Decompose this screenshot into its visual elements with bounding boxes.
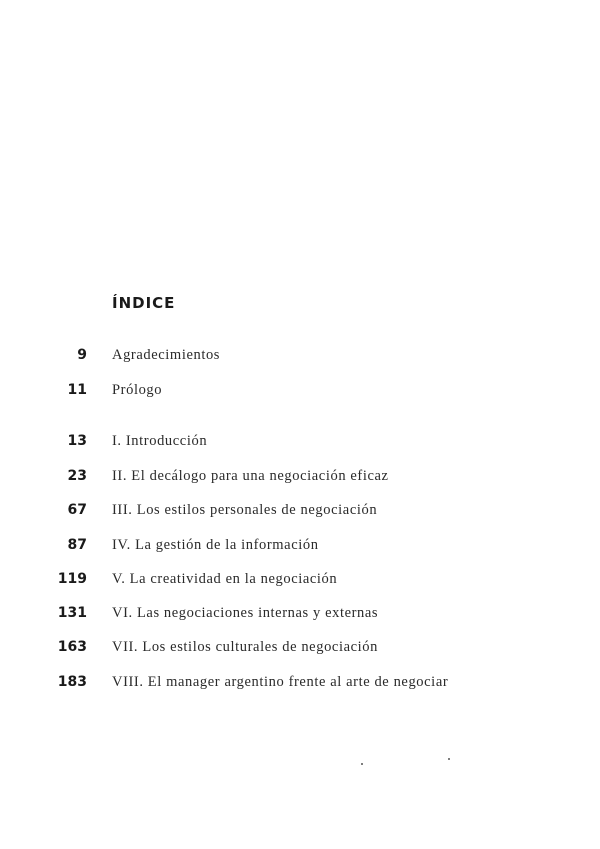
scan-speck — [361, 763, 363, 765]
toc-entry-title: II. El decálogo para una negociación eficaz — [112, 468, 389, 484]
toc-entry — [0, 674, 600, 694]
toc-page-number: 183 — [57, 674, 87, 690]
toc-page-number: 119 — [57, 571, 87, 587]
toc-page-number: 67 — [67, 502, 87, 518]
toc-page-number: 23 — [67, 468, 87, 484]
toc-entry-title: Agradecimientos — [112, 347, 221, 363]
toc-entry-title: VI. Las negociaciones internas y externas — [112, 605, 379, 621]
toc-entry — [0, 639, 600, 659]
toc-entry — [0, 468, 600, 488]
toc-entry-title: V. La creatividad en la negociación — [112, 571, 338, 587]
toc-entry-title: I. Introducción — [112, 433, 208, 449]
toc-entry-title: Prólogo — [112, 382, 163, 398]
toc-entry — [0, 537, 600, 557]
toc-entry — [0, 571, 600, 591]
toc-entry — [0, 605, 600, 625]
toc-entry-title: VII. Los estilos culturales de negociación — [112, 639, 378, 655]
toc-entry — [0, 433, 600, 453]
toc-page-number: 87 — [67, 537, 87, 553]
toc-page-number: 131 — [57, 605, 87, 621]
toc-entry — [0, 502, 600, 522]
index-heading: ÍNDICE — [112, 294, 176, 312]
toc-page-number: 13 — [67, 433, 87, 449]
toc-entry-title: III. Los estilos personales de negociación — [112, 502, 378, 518]
toc-entry-title: VIII. El manager argentino frente al arte de negociar — [112, 674, 449, 690]
toc-page-number: 163 — [57, 639, 87, 655]
toc-page-number: 11 — [67, 382, 87, 398]
toc-entry-title: IV. La gestión de la información — [112, 537, 319, 553]
scan-speck — [448, 758, 450, 760]
toc-page-number: 9 — [77, 347, 87, 363]
toc-entry — [0, 382, 600, 402]
toc-entry — [0, 347, 600, 367]
